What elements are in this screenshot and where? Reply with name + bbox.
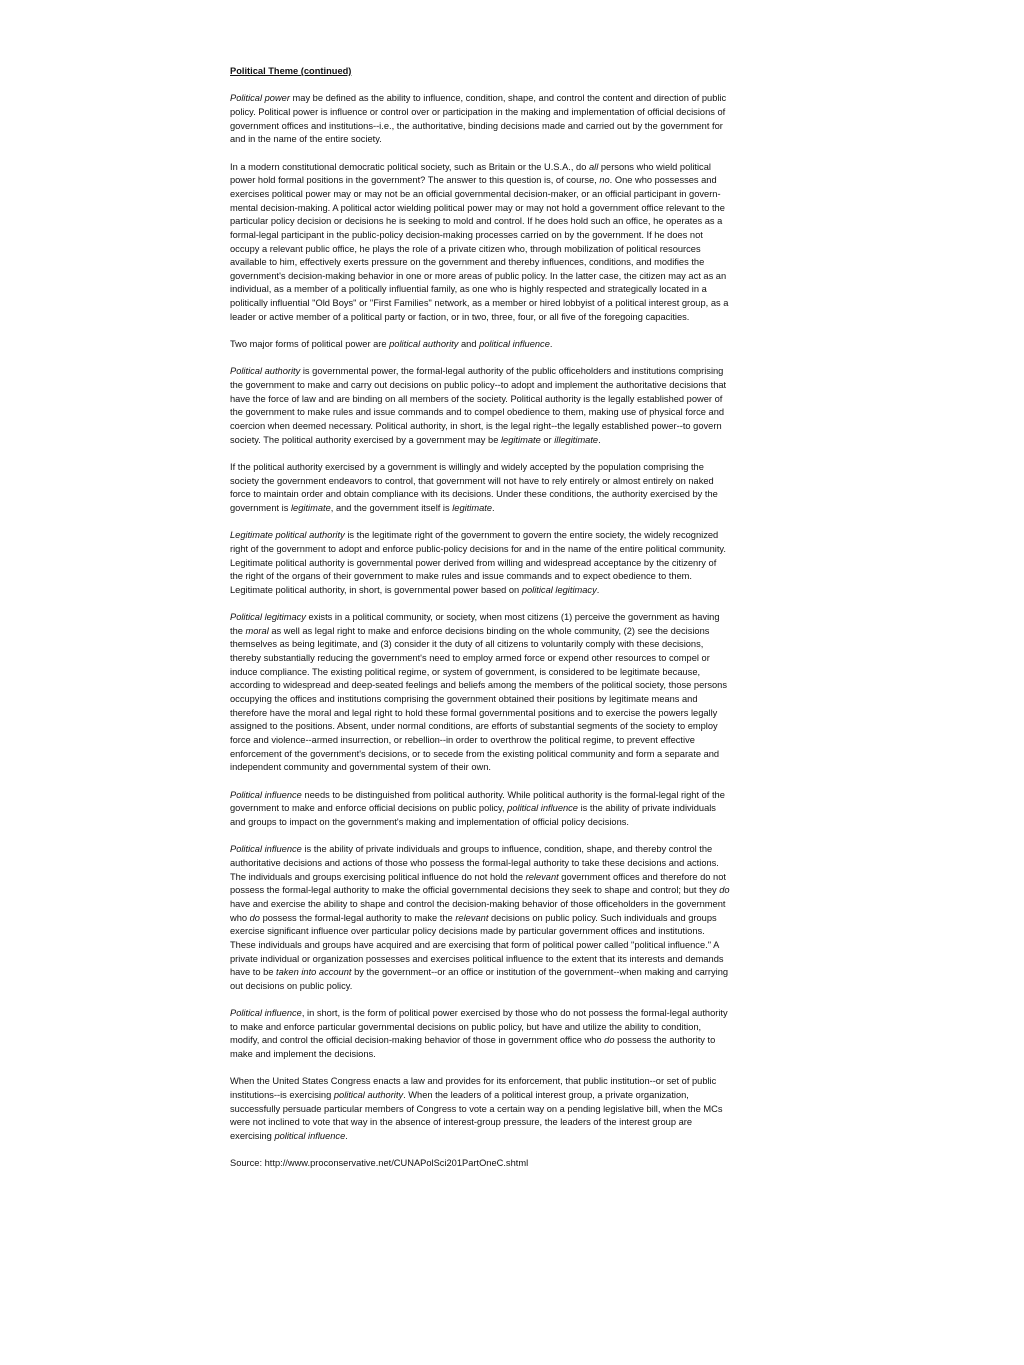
italic-term: relevant: [455, 912, 489, 923]
italic-term: Political authority: [230, 366, 301, 377]
text-run: .: [596, 584, 600, 595]
italic-term: legitimate: [452, 502, 493, 513]
text-run: government offices and therefore do not possess the formal-legal authority to make the official governmental decisions they seek to shape and control; but they: [230, 871, 726, 896]
paragraph: [230, 92, 730, 147]
text-run: .: [345, 1131, 348, 1142]
italic-term: taken into account: [276, 967, 352, 978]
italic-term: political influence: [479, 339, 550, 350]
text-run: possess the authority to make and implement the decisions.: [230, 1035, 716, 1060]
text-run: If the political authority exercised by a government is willingly and widely accepted by the population comprising the society the government endeavors to control, that government will not have to rely entirely or almost entirely on naked force to maintain order and obtain compliance with its decisions. Under these conditions, the authority exercised by the government is: [230, 461, 718, 513]
text-run: is the legitimate right of the government to govern the entire society, the widely recognized right of the government to adopt and enforce public-policy decisions for and in the name of the entire political community. Legitimate political authority is governmental power derived from willing and widespread acceptance by the citizenry of the right of the organs of their government to make rules and issue commands and to expect obedience to them. Legitimate political authority, in short, is governmental power based on: [230, 530, 726, 595]
italic-term: do: [719, 885, 730, 896]
text-run: by the government--or an office or institution of the government--when making and carrying out decisions on public policy.: [230, 967, 729, 991]
text-run: is the ability of private individuals and groups to influence, condition, shape, and thereby control the authoritative decisions and actions of those who possess the formal-legal authority to take these decisions and actions. The individuals and groups exercising political influence do not hold the: [230, 844, 719, 882]
italic-term: moral: [245, 625, 269, 636]
text-run: When the United States Congress enacts a law and provides for its enforcement, that public institution--or set of public institutions--is exercising: [230, 1076, 717, 1101]
text-run: and: [458, 339, 480, 350]
text-run: exists in a political community, or society, when most citizens (1) perceive the government as having the: [230, 612, 720, 636]
italic-term: political authority: [333, 1090, 404, 1101]
source-citation: Source: http://www.proconservative.net/CUNAPolSci201PartOneC.shtml: [230, 1158, 529, 1169]
text-run: In a modern constitutional democratic political society, such as Britain or the U.S.A., do: [230, 161, 589, 172]
paragraph: [230, 529, 730, 597]
text-run: persons who wield political power hold formal positions in the government? The answer to this question is, of course,: [230, 161, 711, 186]
paragraph: [230, 789, 730, 830]
text-run: decisions on public policy. Such individuals and groups exercise significant influence over particular policy decisions made by particular government offices and institutions. These individuals and groups have acquired and are exercising that form of political power called "political influence." A private individual or organization possesses and exercises political influence to the extent that its interests and demands have to be: [230, 912, 724, 978]
italic-term: legitimate: [290, 502, 331, 513]
paragraph: [230, 338, 730, 352]
paragraph: [230, 1007, 730, 1062]
paragraph: [230, 843, 730, 993]
italic-term: legitimate: [500, 434, 541, 445]
italic-term: Legitimate political authority: [230, 530, 345, 541]
italic-term: do: [604, 1035, 615, 1046]
document-page: [230, 65, 730, 1171]
paragraph: [230, 611, 730, 775]
text-run: .: [549, 339, 553, 350]
italic-term: Political influence: [230, 844, 302, 855]
page-title: Political Theme (continued): [230, 66, 352, 76]
text-run: as well as legal right to make and enforce decisions binding on the whole community, (2) see the decisions themselves as being legitimate, and (3) consider it the duty of all citizens to voluntarily comply with these decisions, thereby substantially reducing the government's need to employ armed force or expend other resources to compel or induce compliance. The existing political regime, or system of government, is considered to be legitimate because, according to widespread and deep-seated feelings and beliefs among the members of the political society, those persons occupying the offices and institutions comprising the government obtained their positions by legitimate means and therefore have the moral and legal right to hold these formal governmental positions and to exercise the powers legally assigned to the positions. Absent, under normal conditions, are efforts of substantial segments of the society to employ force and violence--armed insurrection, or rebellion--in order to overthrow the political regime, to prevent effective enforcement of the government's decisions, or to secede from the existing political community and form a separate and independent community and governmental system of their own.: [230, 625, 727, 773]
text-run: possess the formal-legal authority to make the: [259, 912, 456, 923]
paragraph: [230, 1075, 730, 1143]
paragraph: [230, 365, 730, 447]
text-run: may be defined as the ability to influence, condition, shape, and control the content and direction of public policy. Political power is influence or control over or participation in the making and implementation of official decisions of government offices and institutions--i.e., the authoritative, binding decisions made and carried out by the government for and in the name of the entire society.: [230, 93, 727, 145]
italic-term: political influence: [507, 803, 578, 814]
text-run: , in short, is the form of political power exercised by those who do not possess the formal-legal authority to make and enforce particular governmental decisions on public policy, but have and utilize the ability to condition, modify, and control the official decision-making behavior of those in government office who: [230, 1008, 728, 1046]
italic-term: political authority: [389, 339, 459, 350]
italic-term: Political power: [230, 93, 290, 104]
text-run: Two major forms of political power are: [230, 339, 390, 350]
text-run: .: [598, 434, 601, 445]
text-run: . When the leaders of a political interest group, a private organization, successfully persuade particular members of Congress to vote a certain way on a pending legislative bill, when the MCs were not inclined to vote that way in the absence of interest-group pressure, the leaders of the interest group are exercising: [230, 1090, 723, 1142]
italic-term: no: [599, 175, 610, 186]
italic-term: political legitimacy: [521, 584, 597, 595]
text-run: .: [492, 502, 495, 513]
text-run: or: [540, 434, 555, 445]
italic-term: Political influence: [230, 789, 302, 800]
italic-term: Political influence: [230, 1008, 302, 1019]
italic-term: Political legitimacy: [230, 612, 306, 623]
text-run: is the ability of private individuals and groups to impact on the government's making and implementation of official policy decisions.: [230, 803, 716, 827]
text-run: have and exercise the ability to shape and control the decision-making behavior of those officeholders in the government who: [230, 898, 726, 923]
italic-term: political influence: [274, 1131, 346, 1142]
italic-term: illegitimate: [554, 434, 599, 445]
paragraph: [230, 461, 730, 516]
text-run: needs to be distinguished from political authority. While political authority is the formal-legal right of the government to make and enforce official decisions on public policy,: [230, 789, 725, 814]
italic-term: do: [249, 912, 260, 923]
text-run: , and the government itself is: [330, 502, 453, 513]
italic-term: all: [588, 161, 599, 172]
italic-term: relevant: [525, 871, 559, 882]
document-body: [230, 92, 730, 1143]
text-run: is governmental power, the formal-legal authority of the public officeholders and institutions comprising the government to make and carry out decisions on public policy--to adopt and implement the authoritative decisions that have the force of law and are binding on all members of the society. Political authority is the legally established power of the government to make rules and issue commands and to compel obedience to them, making use of physical force and coercion when deemed necessary. Political authority, in short, is the legal right--the legally established power--to govern society. The political authority exercised by a government may be: [230, 366, 727, 445]
paragraph: [230, 161, 730, 325]
text-run: . One who possesses and exercises political power may or may not be an official governmental decision-maker, or an official participant in govern- mental decision-making. A political actor wielding political power may or may not hold a government office relevant to the particular policy decision or decisions he is seeking to mold and control. If he does hold such an office, he operates as a formal-legal participant in the public-policy decision-making processes carried on by the government. If he does not occupy a relevant public office, he plays the role of a private citizen who, through mobilization of political resources available to him, effectively exerts pressure on the government and thereby influences, conditions, and modifies the government's decision-making behavior in one or more areas of public policy. In the latter case, the citizen may act as an individual, as a member of a politically influential family, as one who is highly respected and strategically located in a politically influential "Old Boys" or "First Families" network, as a member or hired lobbyist of a political interest group, as a leader or active member of a political party or faction, or in two, three, four, or all five of the foregoing capacities.: [230, 175, 729, 322]
